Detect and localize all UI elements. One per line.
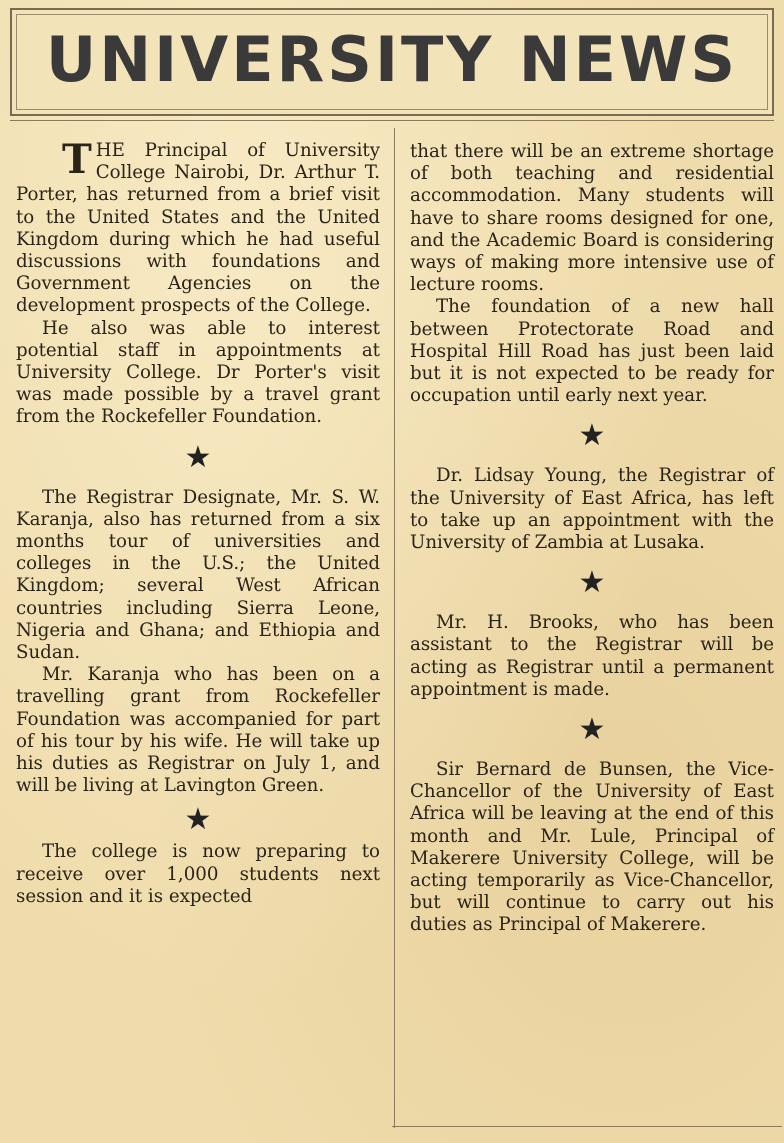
star-separator-icon: ★ <box>578 565 606 601</box>
article-paragraph-accommodation: that there will be an extreme shortage of both teaching and residential accommodation. Many students will have to share rooms designed for one, and the Academic Board is considering ways of making more intensive use of lecture rooms. <box>410 141 774 296</box>
article-paragraph-staff: He also was able to interest potential staff in appointments at University College. Dr Porter's visit was made possible by a travel grant from the Rockefeller Foundation. <box>16 317 380 428</box>
article-paragraph-de-bunsen: Sir Bernard de Bunsen, the Vice-Chancellor of the University of East Africa will be leaving at the end of this month and Mr. Lule, Principal of Makerere University College, will be acting temporarily as Vice-Chancellor, but will continue to carry out his duties as Principal of Makerere. <box>410 759 774 936</box>
star-separator-icon: ★ <box>578 712 606 748</box>
right-column <box>410 141 774 937</box>
article-paragraph-lidsay-young: Dr. Lidsay Young, the Registrar of the University of East Africa, has left to take up an appointment with the University of Zambia at Lusaka. <box>410 465 774 554</box>
left-column <box>16 136 380 908</box>
article-paragraph-registrar-designate: The Registrar Designate, Mr. S. W. Karanja, also has returned from a six months tour of universities and colleges in the U.S.; the United Kingdom; several West African countries including Sierra Leone, Nigeria and Ghana; and Ethiopia and Sudan. <box>16 486 380 664</box>
star-separator-icon: ★ <box>184 802 212 838</box>
column-divider <box>394 128 395 1128</box>
star-separator-icon: ★ <box>184 439 212 475</box>
drop-cap: T <box>62 136 92 183</box>
article-paragraph-new-hall: The foundation of a new hall between Protectorate Road and Hospital Hill Road has just been laid but it is not expected to be ready for occupation until early next year. <box>410 296 774 407</box>
article-paragraph-enrolment: The college is now preparing to receive over 1,000 students next session and it is expected <box>16 841 380 907</box>
star-separator-icon: ★ <box>578 418 606 454</box>
article-paragraph-principal <box>16 136 380 318</box>
article-paragraph-brooks: Mr. H. Brooks, who has been assistant to the Registrar will be acting as Registrar until a permanent appointment is made. <box>410 612 774 700</box>
bottom-rule <box>392 1126 782 1127</box>
article-paragraph-karanja: Mr. Karanja who has been on a travelling grant from Rockefeller Foundation was accompanied for part of his tour by his wife. He will take up his duties as Registrar on July 1, and will be living at Lavington Green. <box>16 664 380 797</box>
masthead-box <box>10 8 774 116</box>
top-rule <box>10 120 774 121</box>
headline: UNIVERSITY NEWS <box>45 23 739 96</box>
paragraph-text: HE Principal of University College Nairobi, Dr. Arthur T. Porter, has returned from a brief visit to the United States and the United Kingdom during which he had useful discussions with foundations and Government Agencies on the development prospects of the College. <box>16 140 380 317</box>
